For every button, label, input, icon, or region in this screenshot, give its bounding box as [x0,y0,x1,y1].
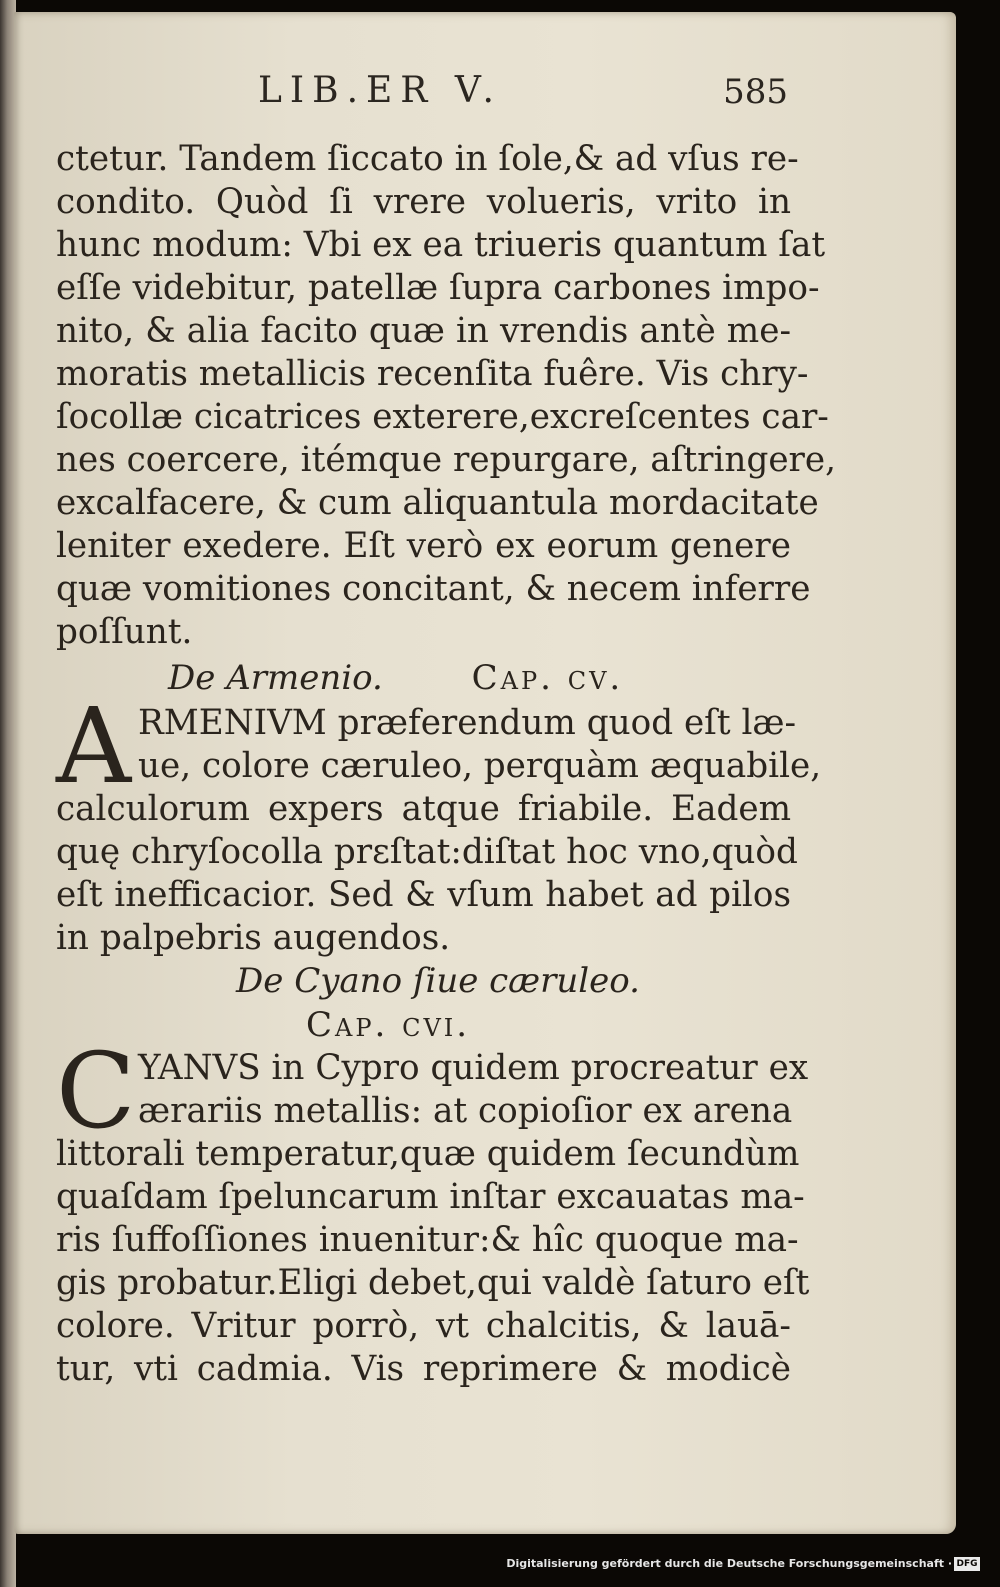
text-line: tur, vti cadmia. Vis reprimere & modicè [56,1349,791,1389]
book-page [14,12,956,1534]
text-line: poſſunt. [56,612,193,652]
page-number: 585 [723,72,788,112]
running-head: LIB.ER V. [258,70,503,111]
paragraph-continuation [56,138,837,654]
drop-cap: A [56,685,132,807]
chapter-number: Cap. cvi. [306,1005,471,1045]
text-line: RMENIVM præferendum quod eſt læ- [138,703,797,743]
chapter-number: Cap. cv. [471,658,624,698]
text-line: ærariis metallis: at copioſior ex arena [138,1091,793,1131]
text-line: condito. Quòd ſi vrere volueris, vrito in [56,182,791,222]
chapter-title: De Cyano ſiue cæruleo. [236,961,640,1001]
chapter-number-row [56,1003,791,1047]
funding-credit: Digitalisierung gefördert durch die Deutsche Forschungsgemeinschaft · [506,1557,952,1570]
text-line: nito, & alia facito quæ in vrendis antè me- [56,311,791,351]
chapter-title: De Armenio. [168,658,383,698]
text-line: ris ſuffoſſiones inuenitur:& hîc quoque ma- [56,1220,799,1260]
text-line: excalfacere, & cum aliquantula mordacitate [56,483,819,523]
text-line: littorali temperatur,quæ quidem ſecundùm [56,1134,800,1174]
text-line: hunc modum: Vbi ex ea triueris quantum ſat [56,225,826,265]
text-line: in palpebris augendos. [56,918,451,958]
text-line: calculorum expers atque friabile. Eadem [56,789,791,829]
text-line: ſocollæ cicatrices exterere,excreſcentes car- [56,397,829,437]
digitization-footer [0,1548,1000,1587]
text-line: quaſdam ſpeluncarum inſtar excauatas ma- [56,1177,805,1217]
text-line: gis probatur.Eligi debet,qui valdè ſaturo eſt [56,1263,810,1303]
chapter-heading-cvi [56,960,791,1003]
text-line: quæ vomitiones concitant, & necem inferre [56,569,811,609]
chapter-cvi-paragraph [56,1030,810,1391]
text-line: ctetur. Tandem ſiccato in ſole,& ad vſus re- [56,139,799,179]
drop-cap: C [56,1030,136,1152]
chapter-heading-cv [56,654,791,702]
chapter-cv-paragraph [56,685,822,960]
page-text [56,138,837,1391]
page-header [14,70,956,130]
text-line: YANVS in Cypro quidem procreatur ex [138,1048,809,1088]
text-line: ue, colore cæruleo, perquàm æquabile, [138,746,822,786]
text-line: quę chryſocolla prɛſtat:diſtat hoc vno,quòd [56,832,798,872]
text-line: nes coercere, itémque repurgare, aſtringere, [56,440,837,480]
text-line: eſſe videbitur, patellæ ſupra carbones impo- [56,268,820,308]
text-line: colore. Vritur porrò, vt chalcitis, & lauā- [56,1306,791,1346]
text-line: leniter exedere. Eſt verò ex eorum genere [56,526,791,566]
text-line: eſt inefficacior. Sed & vſum habet ad pilos [56,875,791,915]
text-line: moratis metallicis recenſita fuêre. Vis chry- [56,354,809,394]
dfg-logo-icon: DFG [954,1557,980,1571]
